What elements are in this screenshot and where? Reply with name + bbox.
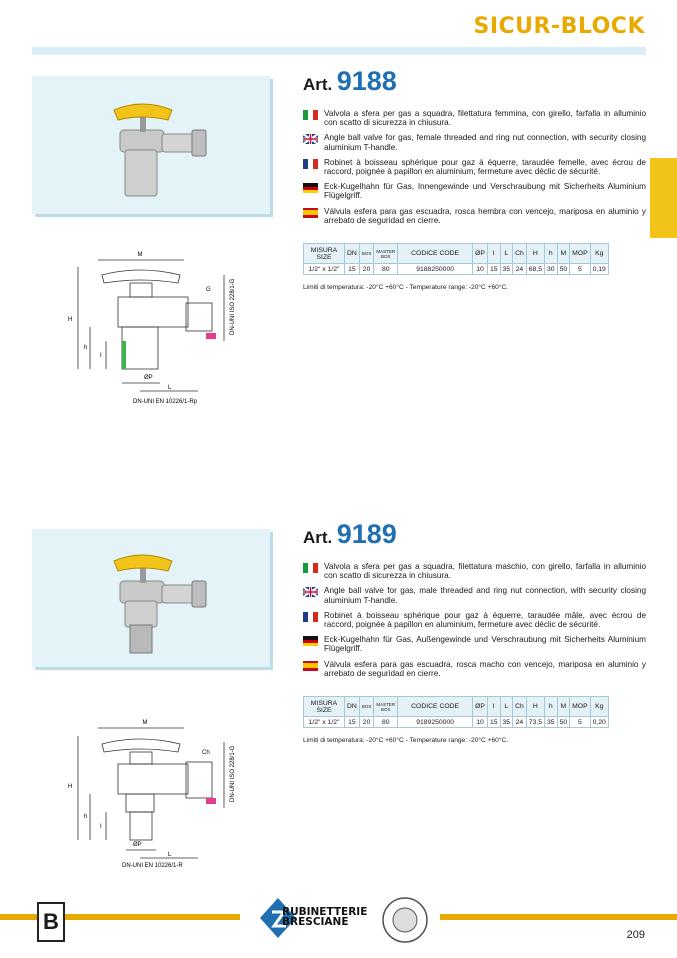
table-header: L (500, 697, 513, 717)
table-header: MASTER BOX (374, 697, 398, 717)
table-cell: 15 (487, 264, 500, 275)
header-band (32, 47, 646, 55)
table-cell: 24 (513, 717, 527, 728)
germany-flag-icon (303, 183, 318, 193)
dim-OP: ØP (133, 842, 142, 848)
iso-standard-label: DN-UNI ISO 228/1-G (230, 278, 236, 335)
product-photo-9188 (32, 76, 270, 214)
table-header: MOP (570, 697, 590, 717)
dim-M: M (137, 252, 143, 258)
table-cell: 50 (557, 264, 570, 275)
spec-table-9188 (303, 243, 609, 275)
table-cell: 1/2" x 1/2" (304, 264, 345, 275)
technical-drawing-9189 (60, 712, 260, 872)
table-header-row (304, 697, 609, 717)
table-cell: 35 (500, 717, 513, 728)
table-header: H (526, 244, 544, 264)
table-header: I (487, 697, 500, 717)
description-de: Eck-Kugelhahn für Gas, Außengewinde und Verschraubung mit Sicherheits Aluminium Flügelgriff. (303, 635, 646, 653)
dim-L: L (168, 852, 172, 858)
description-it: Valvola a sfera per gas a squadra, filettatura maschio, con girello, farfalla in alluminio con scatto di sicurezza in chiusura. (303, 562, 646, 580)
dim-I: I (100, 353, 102, 359)
footer-band-right (440, 914, 677, 920)
table-header: Kg (590, 697, 608, 717)
dim-Ch: Ch (202, 750, 210, 756)
description-list-9189 (303, 562, 646, 684)
table-cell: 0,20 (590, 717, 608, 728)
table-header-row (304, 244, 609, 264)
table-header: Ch (513, 697, 527, 717)
table-header: DN (345, 697, 360, 717)
description-en: Angle ball valve for gas, male threaded and ring nut connection, with security closing aluminium T-handle. (303, 586, 646, 604)
section-tab (650, 158, 677, 238)
table-cell: 9188250000 (398, 264, 473, 275)
table-cell: 68,5 (526, 264, 544, 275)
company-name: RUBINETTERIE BRESCIANE (282, 906, 368, 928)
table-header: M (557, 244, 570, 264)
table-cell: 15 (345, 717, 360, 728)
description-de: Eck-Kugelhahn für Gas, Innengewinde und Verschraubung mit Sicherheits Aluminium Flügelgriff. (303, 182, 646, 200)
table-cell: 24 (513, 264, 527, 275)
table-cell: 30 (545, 264, 558, 275)
table-cell: 1/2" x 1/2" (304, 717, 345, 728)
table-header: MOP (570, 244, 590, 264)
spain-flag-icon (303, 661, 318, 671)
table-cell: 15 (487, 717, 500, 728)
table-header: CODICE CODE (398, 244, 473, 264)
table-header: h (545, 244, 558, 264)
dim-I: I (100, 824, 102, 830)
en-standard-label: DN-UNI EN 10226/1-Rp (133, 399, 198, 405)
table-header: Kg (590, 244, 608, 264)
table-header: BOX (359, 697, 374, 717)
dim-M: M (142, 720, 148, 726)
italy-flag-icon (303, 110, 318, 120)
table-header: Ch (513, 244, 527, 264)
table-cell: 80 (374, 264, 398, 275)
table-cell: 5 (570, 717, 590, 728)
page-number: 209 (626, 929, 645, 941)
valve-photo-icon (32, 76, 270, 214)
product-photo-9189 (32, 529, 270, 667)
germany-flag-icon (303, 636, 318, 646)
table-cell: 15 (345, 264, 360, 275)
table-header: MASTER BOX (374, 244, 398, 264)
description-it: Valvola a sfera per gas a squadra, filettatura femmina, con girello, farfalla in alluminio con scatto di sicurezza in chiusura. (303, 109, 646, 127)
table-cell: 5 (570, 264, 590, 275)
dim-L: L (168, 385, 172, 391)
dim-h: h (84, 814, 88, 820)
table-row (304, 264, 609, 275)
table-cell: 10 (473, 717, 488, 728)
temperature-limits-9188: Limiti di temperatura: -20°C +60°C - Temperature range: -20°C +60°C. (303, 284, 509, 291)
article-title-9189: Art. 9189 (303, 519, 397, 549)
footer-band-left (0, 914, 240, 920)
description-list-9188 (303, 109, 646, 231)
table-cell: 50 (557, 717, 570, 728)
description-es: Válvula esfera para gas escuadra, rosca hembra con vencejo, mariposa en aluminio y arrebato de seguridad en cierre. (303, 207, 646, 225)
description-en: Angle ball valve for gas, female threaded and ring nut connection, with security closing aluminium T-handle. (303, 133, 646, 151)
dim-h: h (84, 345, 88, 351)
table-header: L (500, 244, 513, 264)
description-fr: Robinet à boisseau sphérique pour gaz à équerre, taraudée mâle, avec écrou de raccord, poignée à papillon en aluminium, fermeture avec déclic de sécurité. (303, 611, 646, 629)
article-title-9188: Art. 9188 (303, 66, 397, 96)
italy-flag-icon (303, 563, 318, 573)
dim-G: G (206, 287, 211, 293)
dim-OP: ØP (144, 375, 153, 381)
temperature-limits-9189: Limiti di temperatura: -20°C +60°C - Temperature range: -20°C +60°C. (303, 737, 509, 744)
table-header: h (545, 697, 558, 717)
table-header: ØP (473, 697, 488, 717)
uk-flag-icon (303, 134, 318, 144)
b-logo-icon: B (37, 902, 65, 942)
valve-photo-icon (32, 529, 270, 667)
table-cell: 35 (500, 264, 513, 275)
dim-H: H (68, 317, 73, 323)
france-flag-icon (303, 612, 318, 622)
iso-standard-label: DN-UNI ISO 228/1-G (230, 745, 236, 802)
table-header: MISURA SIZE (304, 697, 345, 717)
table-row (304, 717, 609, 728)
table-header: M (557, 697, 570, 717)
dim-H: H (68, 784, 73, 790)
table-header: MISURA SIZE (304, 244, 345, 264)
spain-flag-icon (303, 208, 318, 218)
table-cell: 10 (473, 264, 488, 275)
table-cell: 9189250000 (398, 717, 473, 728)
table-cell: 20 (359, 717, 374, 728)
table-header: CODICE CODE (398, 697, 473, 717)
table-cell: 35 (545, 717, 558, 728)
spec-table-9189 (303, 696, 609, 728)
uk-flag-icon (303, 587, 318, 597)
technical-drawing-9188 (60, 245, 260, 410)
description-fr: Robinet à boisseau sphérique pour gaz à équerre, taraudée femelle, avec écrou de raccord, poignée à papillon en aluminium, fermeture avec déclic de sécurité. (303, 158, 646, 176)
en-standard-label: DN-UNI EN 10226/1-R (122, 863, 183, 869)
table-cell: 20 (359, 264, 374, 275)
table-header: ØP (473, 244, 488, 264)
table-header: BOX (359, 244, 374, 264)
table-header: I (487, 244, 500, 264)
brand-title: SICUR-BLOCK (473, 14, 645, 39)
description-es: Válvula esfera para gas escuadra, rosca macho con vencejo, mariposa en aluminio y arrebato de seguridad en cierre. (303, 660, 646, 678)
table-cell: 0,19 (590, 264, 608, 275)
table-header: H (526, 697, 544, 717)
iso-certification-seal-icon (380, 896, 430, 944)
table-cell: 73,5 (526, 717, 544, 728)
table-header: DN (345, 244, 360, 264)
table-cell: 80 (374, 717, 398, 728)
france-flag-icon (303, 159, 318, 169)
